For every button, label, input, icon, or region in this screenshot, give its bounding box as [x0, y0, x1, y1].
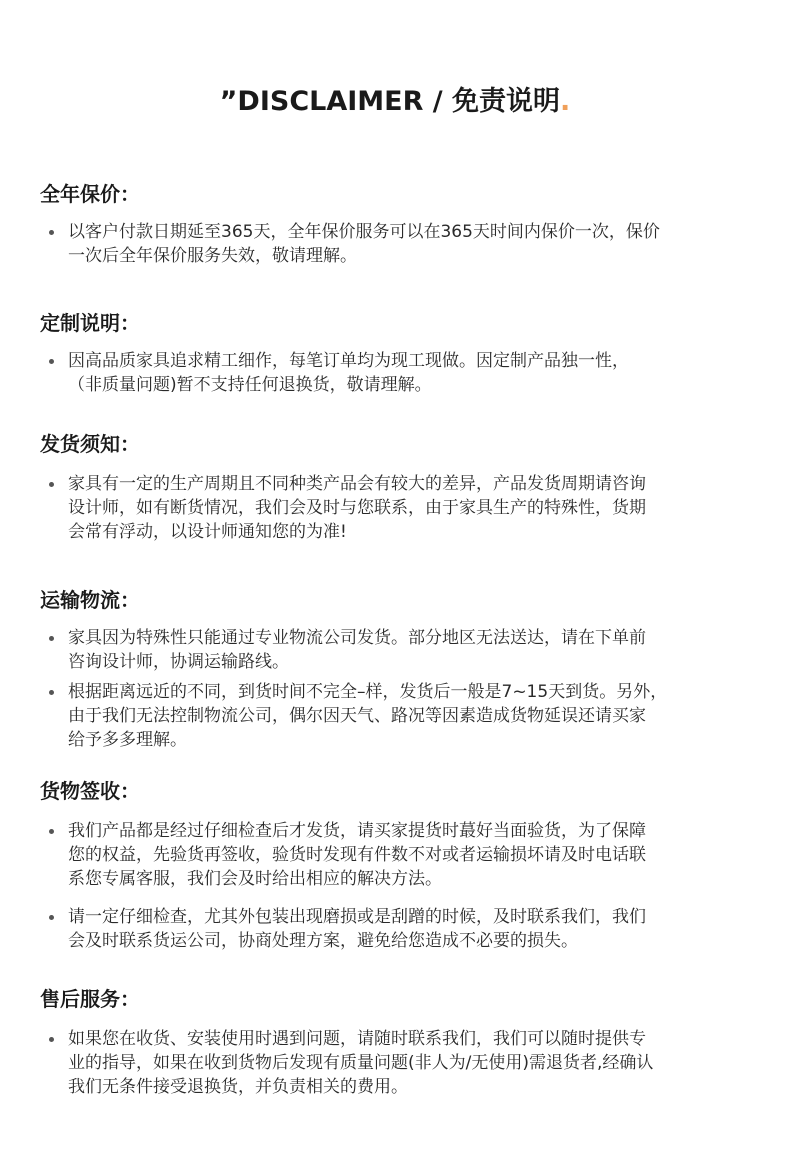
- section-annual-price-protection: [40, 180, 770, 268]
- list-item: [40, 1027, 770, 1099]
- bullet-icon: [49, 230, 54, 235]
- list-item: [40, 472, 770, 544]
- item-line: 一次后全年保价服务失效，敬请理解。: [68, 246, 357, 266]
- bullet-icon: [49, 482, 54, 487]
- bullet-icon: [49, 829, 54, 834]
- section-shipping-notice: [40, 430, 770, 544]
- section-delivery-receipt: [40, 777, 770, 953]
- item-line: （非质量问题)暂不支持任何退换货，敬请理解。: [68, 375, 432, 395]
- item-line: 咨询设计师，协调运输路线。: [68, 652, 289, 672]
- item-line: 请一定仔细检查，尤其外包装出现磨损或是刮蹭的时候，及时联系我们，我们: [68, 907, 646, 927]
- item-line: 根据距离远近的不同，到货时间不完全–样，发货后一般是7~15天到货。另外，: [68, 682, 668, 702]
- page-title-text: ”DISCLAIMER / 免责说明: [219, 86, 561, 117]
- list-item: [40, 220, 770, 268]
- list-item: [40, 905, 770, 953]
- item-line: 我们产品都是经过仔细检查后才发货，请买家提货时蕞好当面验货，为了保障: [68, 821, 646, 841]
- item-line: 如果您在收货、安装使用时遇到问题，请随时联系我们，我们可以随时提供专: [68, 1029, 646, 1049]
- item-line: 业的指导，如果在收到货物后发现有质量问题(非人为/无使用)需退货者,经确认: [68, 1053, 654, 1073]
- item-line: 由于我们无法控制物流公司，偶尔因天气、路况等因素造成货物延误还请买家: [68, 706, 646, 726]
- item-line: 设计师，如有断货情况，我们会及时与您联系，由于家具生产的特殊性，货期: [68, 498, 646, 518]
- list-item: [40, 349, 770, 397]
- section-list: [40, 1027, 770, 1099]
- title-accent-dot: .: [560, 86, 571, 117]
- section-heading: 售后服务：: [40, 987, 140, 1011]
- section-heading: 发货须知：: [40, 432, 140, 456]
- list-item: [40, 680, 770, 752]
- item-line: 我们无条件接受退换货，并负责相关的费用。: [68, 1077, 408, 1097]
- item-line: 以客户付款日期延至365天，全年保价服务可以在365天时间内保价一次，保价: [68, 222, 660, 242]
- section-list: [40, 472, 770, 544]
- item-line: 您的权益，先验货再签收，验货时发现有件数不对或者运输损坏请及时电话联: [68, 845, 646, 865]
- section-customization: [40, 309, 770, 397]
- section-heading: 全年保价：: [40, 182, 140, 206]
- item-line: 因高品质家具追求精工细作，每笔订单均为现工现做。因定制产品独一性，: [68, 351, 629, 371]
- item-line: 家具有一定的生产周期且不同种类产品会有较大的差异，产品发货周期请咨询: [68, 474, 646, 494]
- bullet-icon: [49, 636, 54, 641]
- section-after-sales: [40, 985, 770, 1099]
- item-line: 会及时联系货运公司，协商处理方案，避免给您造成不必要的损失。: [68, 931, 578, 951]
- item-line: 系您专属客服，我们会及时给出相应的解决方法。: [68, 869, 442, 889]
- section-list: [40, 626, 770, 752]
- bullet-icon: [49, 915, 54, 920]
- bullet-icon: [49, 359, 54, 364]
- bullet-icon: [49, 1037, 54, 1042]
- section-logistics: [40, 586, 770, 752]
- page-title: [0, 84, 790, 120]
- section-heading: 货物签收：: [40, 779, 140, 803]
- section-list: [40, 819, 770, 953]
- item-line: 家具因为特殊性只能通过专业物流公司发货。部分地区无法送达，请在下单前: [68, 628, 646, 648]
- list-item: [40, 819, 770, 891]
- section-list: [40, 220, 770, 268]
- section-heading: 运输物流：: [40, 588, 140, 612]
- section-list: [40, 349, 770, 397]
- list-item: [40, 626, 770, 674]
- item-line: 会常有浮动，以设计师通知您的为准!: [68, 522, 347, 542]
- section-heading: 定制说明：: [40, 311, 140, 335]
- bullet-icon: [49, 690, 54, 695]
- item-line: 给予多多理解。: [68, 730, 187, 750]
